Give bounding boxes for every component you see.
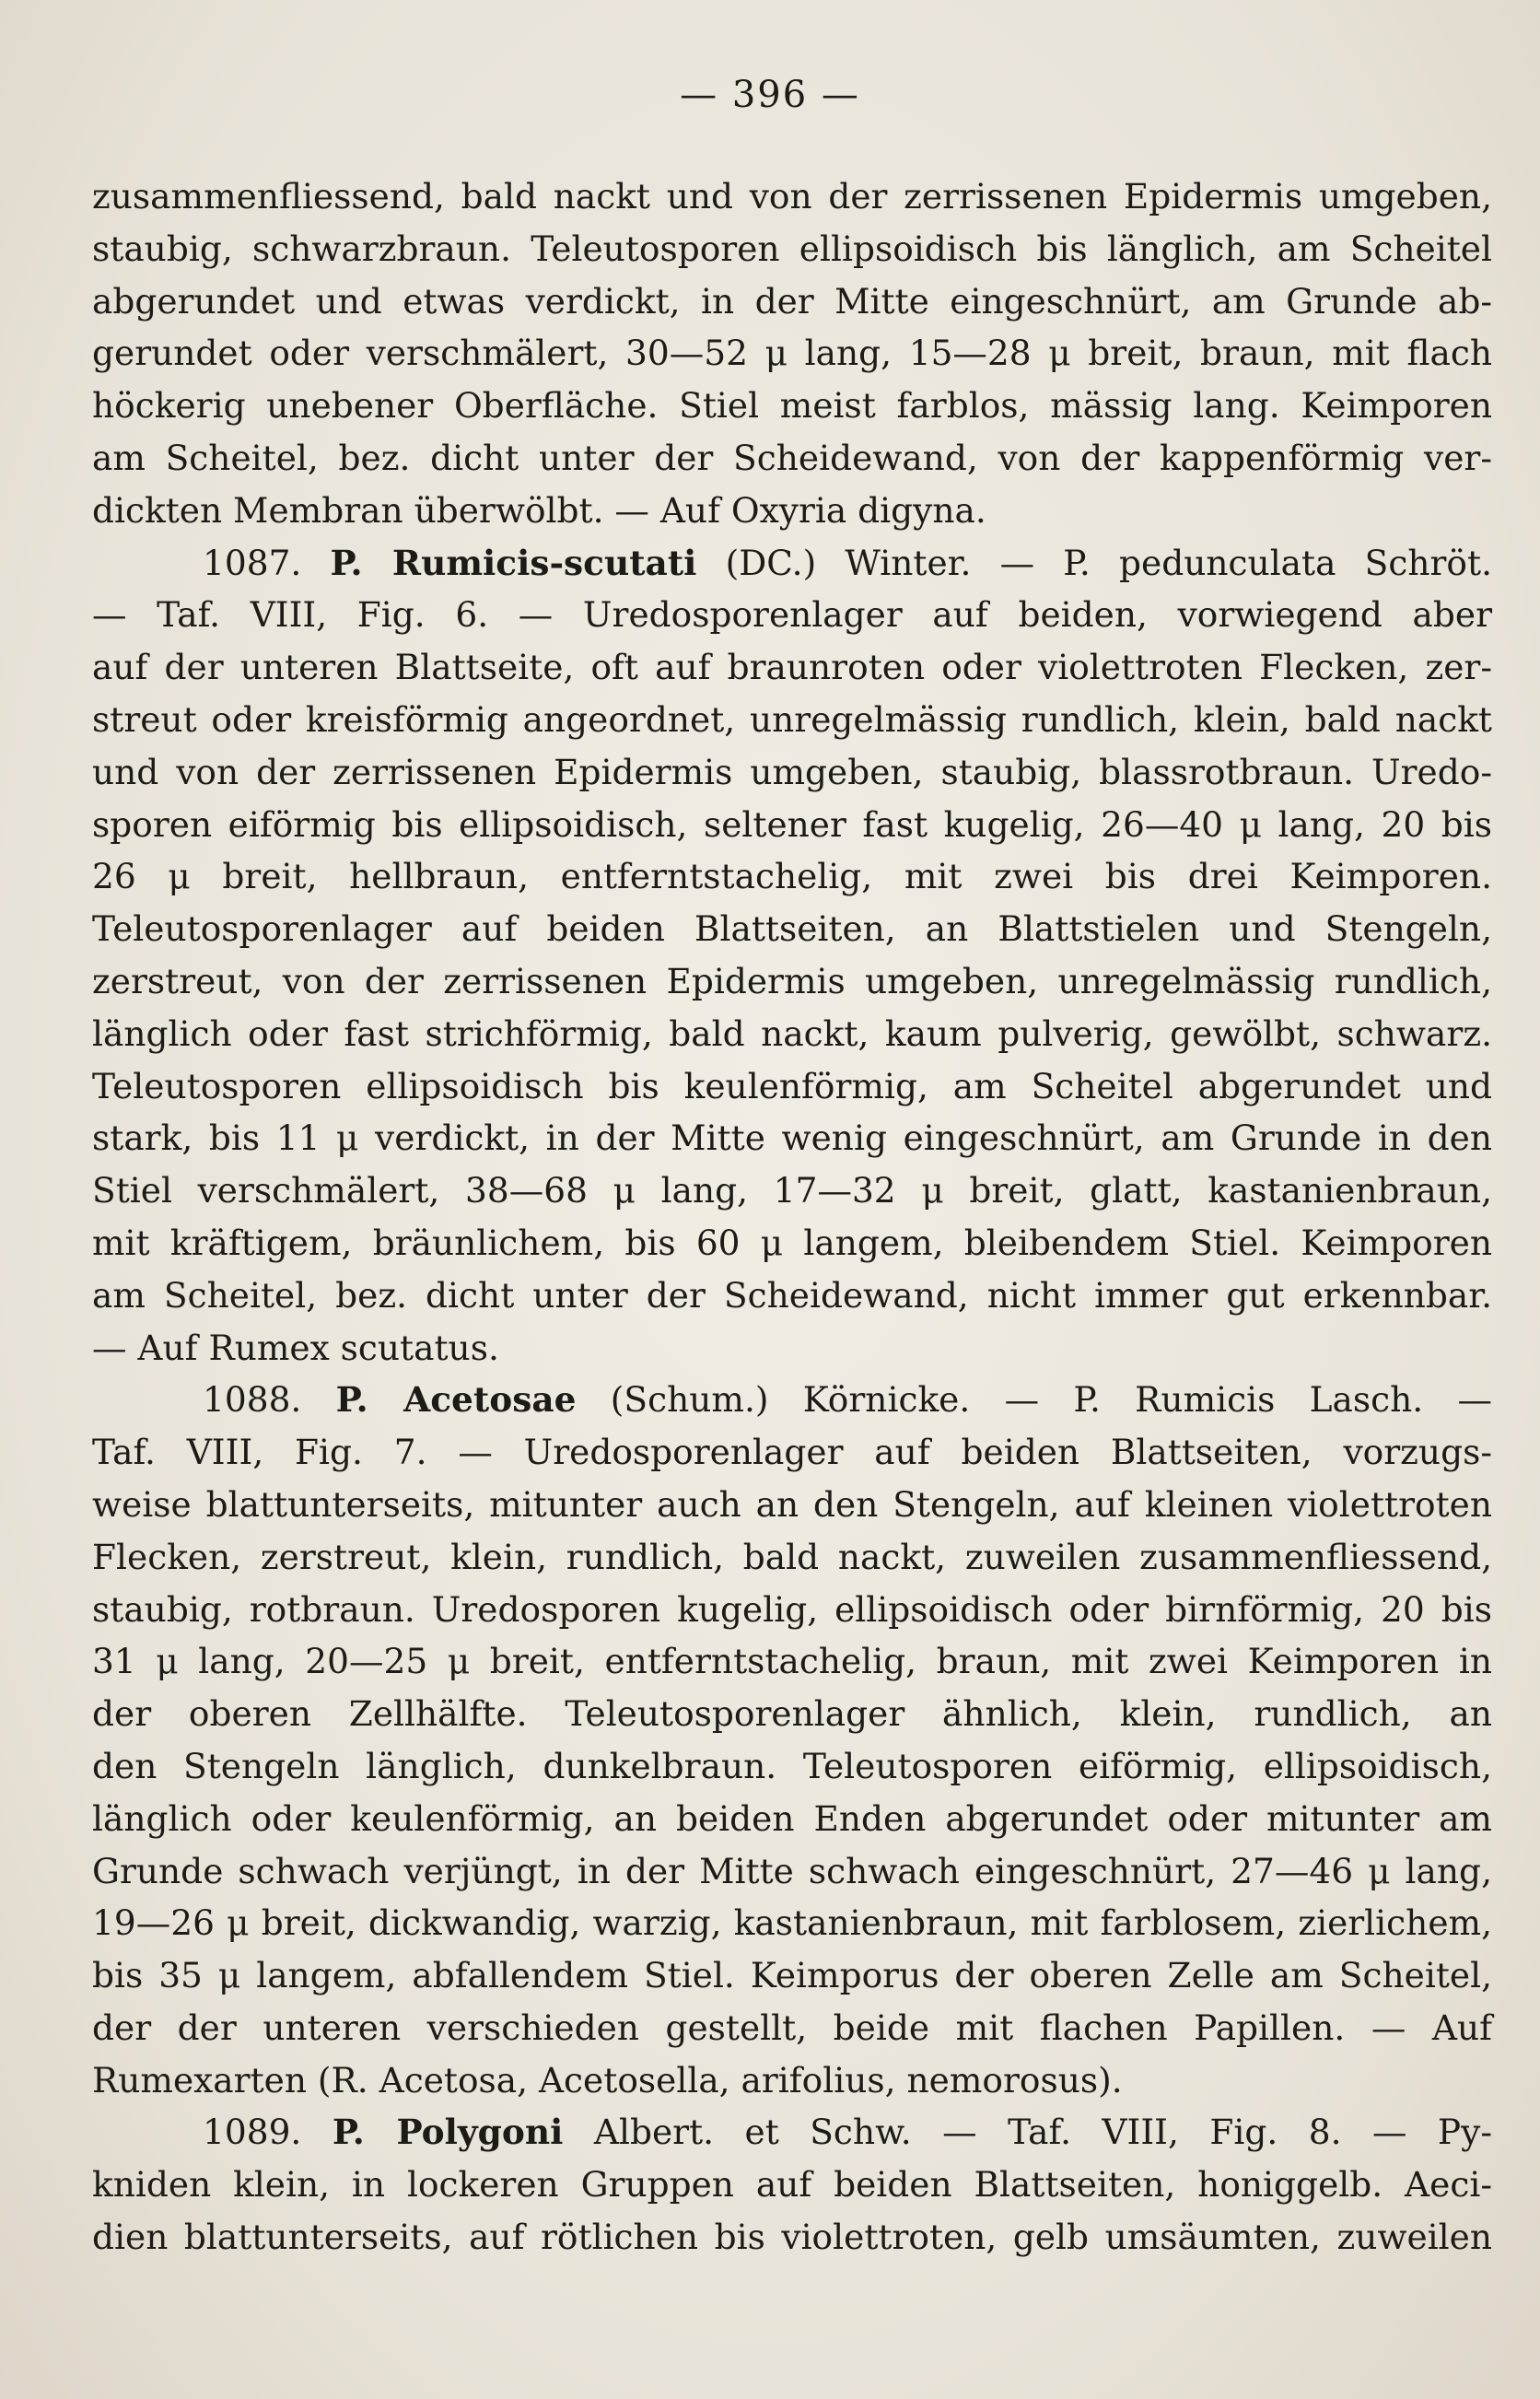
text-line: länglich oder keulenförmig, an beiden Enden abgerundet oder mitunter am	[92, 1797, 1492, 1839]
text-line: weise blattunterseits, mitunter auch an den Stengeln, auf kleinen violettroten	[92, 1483, 1492, 1525]
species-name: P. Polygoni	[332, 2112, 564, 2153]
text-line: kniden klein, in lockeren Gruppen auf beiden Blattseiten, honiggelb. Aeci-	[92, 2164, 1492, 2206]
text-line: Grunde schwach verjüngt, in der Mitte schwach eingeschnürt, 27—46 μ lang,	[92, 1850, 1492, 1891]
text-line: der der unteren verschieden gestellt, beide mit flachen Papillen. — Auf	[92, 2007, 1492, 2048]
text-line: Teleutosporenlager auf beiden Blattseiten, an Blattstielen und Stengeln,	[92, 908, 1492, 950]
text-line: am Scheitel, bez. dicht unter der Scheidewand, von der kappenförmig ver-	[92, 437, 1492, 478]
text-line: Rumexarten (R. Acetosa, Acetosella, arifolius, nemorosus).	[92, 2059, 1123, 2101]
entry-heading-line	[92, 2106, 1492, 2159]
text-line: dien blattunterseits, auf rötlichen bis violettroten, gelb umsäumten, zuweilen	[92, 2217, 1492, 2258]
text-line: abgerundet und etwas verdickt, in der Mitte eingeschnürt, am Grunde ab-	[92, 280, 1492, 322]
text-line: mit kräftigem, bräunlichem, bis 60 μ langem, bleibendem Stiel. Keimporen	[92, 1222, 1492, 1263]
text-line: auf der unteren Blattseite, oft auf braunroten oder violettroten Flecken, zer-	[92, 647, 1492, 688]
text-line: der oberen Zellhälfte. Teleutosporenlager ähnlich, klein, rundlich, an	[92, 1693, 1492, 1735]
text-line: streut oder kreisförmig angeordnet, unregelmässig rundlich, klein, bald nackt	[92, 698, 1492, 740]
text-line: staubig, schwarzbraun. Teleutosporen ellipsoidisch bis länglich, am Scheitel	[92, 228, 1492, 269]
text-line: staubig, rotbraun. Uredosporen kugelig, ellipsoidisch oder birnförmig, 20 bis	[92, 1588, 1492, 1630]
entry-author: (Schum.) Körnicke. — P. Rumicis Lasch. —	[576, 1379, 1492, 1421]
text-line: dickten Membran überwölbt. — Auf Oxyria digyna.	[92, 489, 986, 531]
text-line: zerstreut, von der zerrissenen Epidermis umgeben, unregelmässig rundlich,	[92, 960, 1492, 1001]
text-line: Teleutosporen ellipsoidisch bis keulenförmig, am Scheitel abgerundet und	[92, 1065, 1492, 1106]
text-line: gerundet oder verschmälert, 30—52 μ lang, 15—28 μ breit, braun, mit flach	[92, 333, 1492, 374]
text-line: länglich oder fast strichförmig, bald nackt, kaum pulverig, gewölbt, schwarz.	[92, 1012, 1492, 1054]
text-line: — Taf. VIII, Fig. 6. — Uredosporenlager auf beiden, vorwiegend aber	[92, 594, 1492, 636]
text-line: den Stengeln länglich, dunkelbraun. Teleutosporen eiförmig, ellipsoidisch,	[92, 1745, 1492, 1786]
species-name: P. Rumicis-scutati	[330, 542, 697, 583]
page-number: — 396 —	[680, 74, 860, 116]
text-line: am Scheitel, bez. dicht unter der Scheidewand, nicht immer gut erkennbar.	[92, 1274, 1492, 1316]
text-line: Stiel verschmälert, 38—68 μ lang, 17—32 μ breit, glatt, kastanienbraun,	[92, 1170, 1492, 1211]
text-line: höckerig unebener Oberfläche. Stiel meist farblos, mässig lang. Keimporen	[92, 385, 1492, 427]
entry-author: (DC.) Winter. — P. pedunculata Schröt.	[696, 542, 1492, 583]
text-line: — Auf Rumex scutatus.	[92, 1327, 499, 1368]
text-line: und von der zerrissenen Epidermis umgeben, staubig, blassrotbraun. Uredo-	[92, 751, 1492, 792]
entry-number: 1087.	[203, 542, 331, 583]
species-name: P. Acetosae	[335, 1379, 577, 1421]
text-line: stark, bis 11 μ verdickt, in der Mitte wenig eingeschnürt, am Grunde in den	[92, 1118, 1492, 1159]
entry-heading-line	[92, 1374, 1492, 1426]
text-line: Flecken, zerstreut, klein, rundlich, bald nackt, zuweilen zusammenfliessend,	[92, 1536, 1492, 1577]
text-line: bis 35 μ langem, abfallendem Stiel. Keimporus der oberen Zelle am Scheitel,	[92, 1955, 1492, 1996]
entry-number: 1088.	[203, 1379, 336, 1421]
entry-number: 1089.	[203, 2112, 332, 2153]
text-line: sporen eiförmig bis ellipsoidisch, seltener fast kugelig, 26—40 μ lang, 20 bis	[92, 803, 1492, 845]
text-line: Taf. VIII, Fig. 7. — Uredosporenlager auf beiden Blattseiten, vorzugs-	[92, 1432, 1492, 1473]
text-line: 31 μ lang, 20—25 μ breit, entferntstachelig, braun, mit zwei Keimporen in	[92, 1641, 1492, 1682]
text-body	[92, 170, 1492, 2264]
text-line: zusammenfliessend, bald nackt und von der zerrissenen Epidermis umgeben,	[92, 176, 1492, 216]
entry-heading-line	[92, 537, 1492, 590]
entry-author: Albert. et Schw. — Taf. VIII, Fig. 8. — Py-	[563, 2112, 1492, 2153]
text-line: 26 μ breit, hellbraun, entferntstachelig, mit zwei bis drei Keimporen.	[92, 856, 1492, 897]
text-line: 19—26 μ breit, dickwandig, warzig, kastanienbraun, mit farblosem, zierlichem,	[92, 1902, 1492, 1944]
